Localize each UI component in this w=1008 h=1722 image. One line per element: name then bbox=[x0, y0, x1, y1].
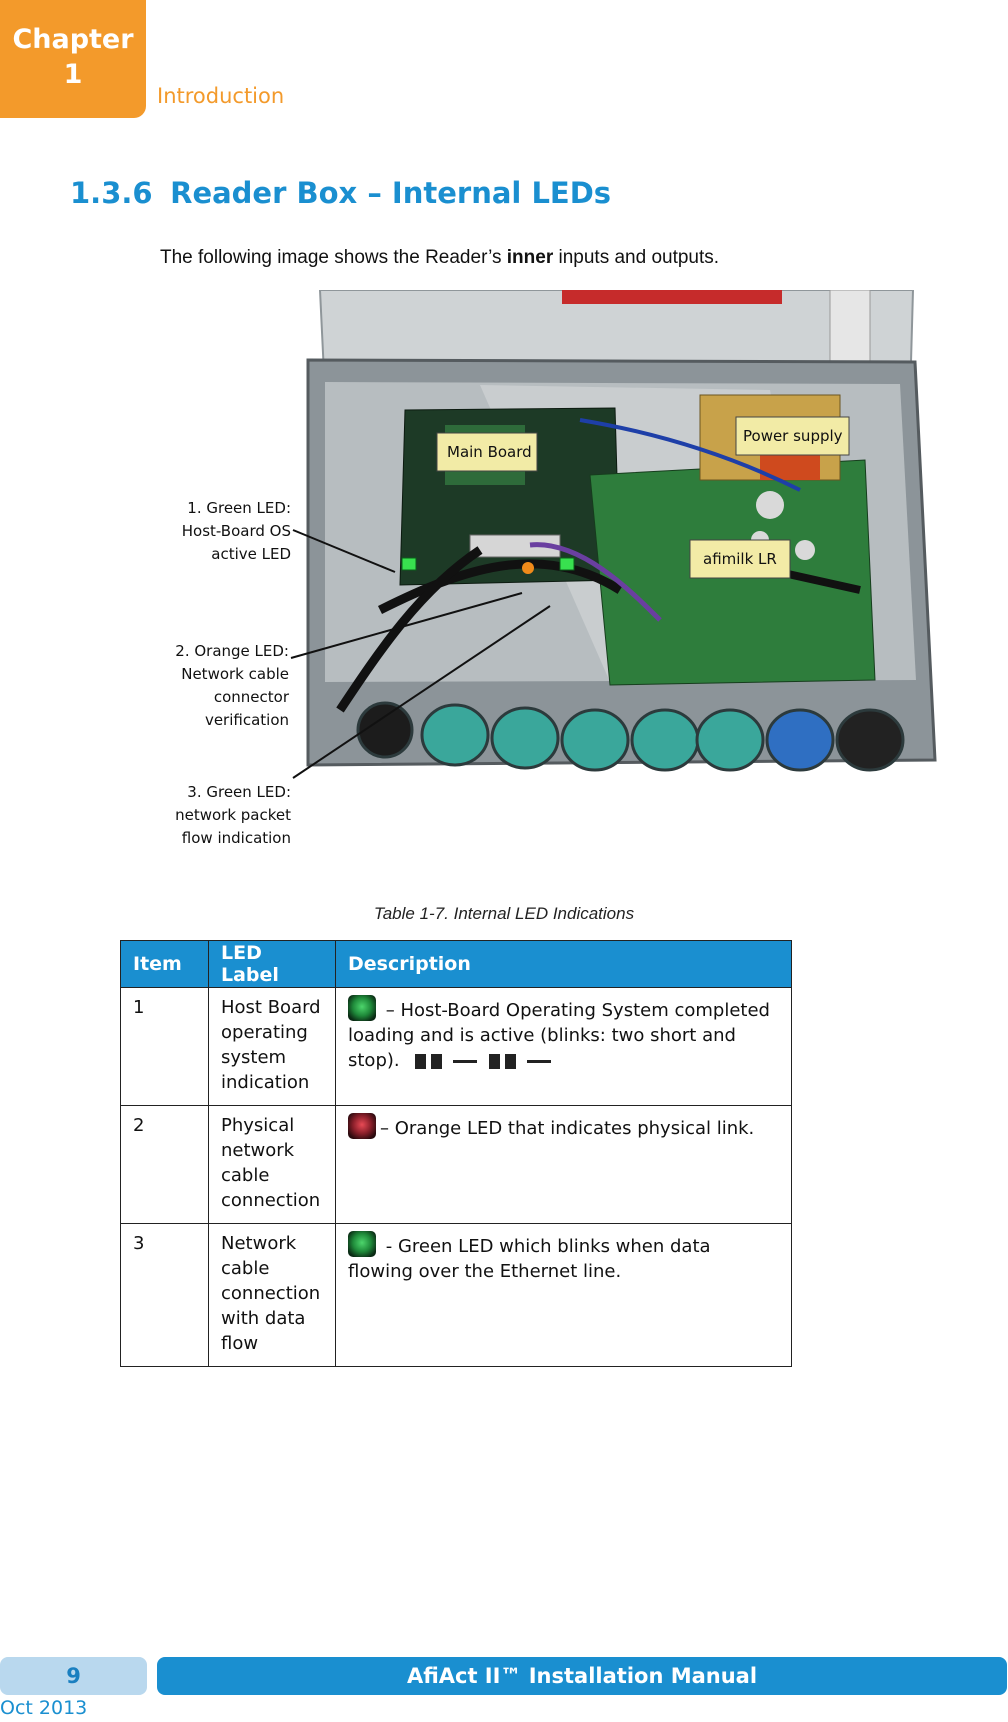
led-indications-table bbox=[120, 940, 792, 1367]
callout-1-line: Host-Board OS bbox=[181, 522, 291, 540]
callout-led-3 bbox=[160, 781, 291, 850]
cell-description bbox=[336, 988, 792, 1106]
cell-led-label: Host Board operating system indication bbox=[209, 988, 336, 1106]
chapter-number: 1 bbox=[63, 59, 83, 90]
reader-box-figure bbox=[160, 290, 940, 850]
reader-box-illustration bbox=[160, 290, 940, 850]
description-text: – Host-Board Operating System completed loading and is active (blinks: two short and stop). bbox=[348, 1000, 770, 1071]
cell-led-label: Physical network cable connection bbox=[209, 1106, 336, 1224]
intro-text-after: inputs and outputs. bbox=[553, 247, 720, 268]
callout-2-line: Network cable bbox=[181, 665, 289, 683]
cell-description bbox=[336, 1224, 792, 1367]
manual-title: AfiAct II™ Installation Manual bbox=[157, 1657, 1007, 1695]
callout-3-line: network packet bbox=[175, 806, 291, 824]
cell-item: 2 bbox=[121, 1106, 209, 1224]
header-item: Item bbox=[121, 941, 209, 988]
power-supply-label: Power supply bbox=[743, 427, 843, 445]
table-header-row bbox=[121, 941, 792, 988]
table-row bbox=[121, 1106, 792, 1224]
section-title: Reader Box – Internal LEDs bbox=[170, 176, 612, 210]
description-text: - Green LED which blinks when data flowing over the Ethernet line. bbox=[348, 1236, 711, 1282]
chapter-title: Introduction bbox=[157, 84, 285, 108]
header-led-label: LED Label bbox=[209, 941, 336, 988]
cell-item: 3 bbox=[121, 1224, 209, 1367]
table-row bbox=[121, 1224, 792, 1367]
afimilk-label: afimilk LR bbox=[703, 550, 777, 568]
cell-item: 1 bbox=[121, 988, 209, 1106]
table-row bbox=[121, 988, 792, 1106]
header-description: Description bbox=[336, 941, 792, 988]
callout-2-line: connector bbox=[213, 688, 289, 706]
description-text: – Orange LED that indicates physical link. bbox=[380, 1118, 755, 1139]
orange-led-icon bbox=[348, 1113, 376, 1139]
blink-pattern-icon bbox=[415, 1049, 563, 1074]
callout-3-line: 3. Green LED: bbox=[187, 783, 291, 801]
main-board-label: Main Board bbox=[447, 443, 532, 461]
green-led-icon bbox=[348, 995, 376, 1021]
footer-date: Oct 2013 bbox=[0, 1697, 88, 1719]
green-led-icon bbox=[348, 1231, 376, 1257]
page-number: 9 bbox=[0, 1657, 147, 1695]
intro-paragraph bbox=[160, 247, 719, 269]
cell-led-label: Network cable connection with data flow bbox=[209, 1224, 336, 1367]
chapter-tab bbox=[0, 0, 146, 118]
callout-2-line: 2. Orange LED: bbox=[175, 642, 289, 660]
intro-bold-word: inner bbox=[506, 247, 554, 268]
section-number: 1.3.6 bbox=[70, 176, 153, 210]
callout-2-line: verification bbox=[204, 711, 289, 729]
callout-led-2 bbox=[160, 640, 289, 732]
section-heading bbox=[70, 176, 611, 210]
callout-3-line: flow indication bbox=[181, 829, 291, 847]
intro-text-before: The following image shows the Reader’s bbox=[160, 247, 507, 268]
cell-description bbox=[336, 1106, 792, 1224]
callout-1-line: active LED bbox=[211, 545, 291, 563]
callout-1-line: 1. Green LED: bbox=[187, 499, 291, 517]
chapter-label: Chapter bbox=[12, 24, 134, 55]
table-caption: Table 1-7. Internal LED Indications bbox=[373, 904, 635, 923]
callout-led-1 bbox=[160, 497, 291, 566]
